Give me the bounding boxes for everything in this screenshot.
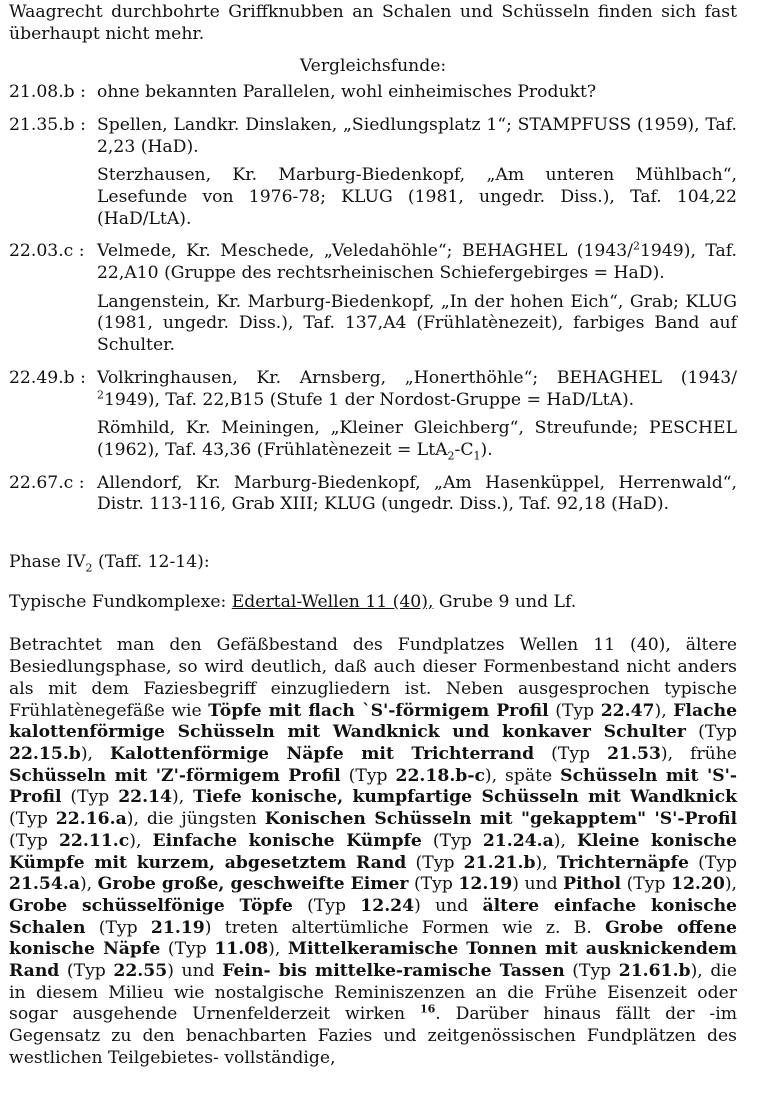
bold-term: 16 — [419, 1002, 436, 1016]
body-text-run: (Typ — [59, 961, 114, 982]
type-code: 22.67.c : — [9, 472, 85, 493]
bold-term: Flache kalottenförmige Schüsseln mit Wandknick und konkaver Schulter — [9, 700, 737, 743]
body-text-run: ), — [79, 874, 98, 895]
typische-fundkomplexe: Typische Fundkomplexe: Edertal-Wellen 11 (40), Grube 9 und Lf. — [9, 591, 577, 612]
bold-term: 21.19 — [150, 917, 205, 938]
bold-term: 22.14 — [118, 787, 173, 808]
body-text-run: (Typ — [340, 765, 396, 786]
comparison-entry — [9, 473, 737, 516]
body-text-run: ) treten altertümliche Formen wie z. B. — [204, 917, 606, 938]
body-text-run: (Typ — [9, 809, 56, 830]
body-text-run: ), — [535, 852, 557, 873]
entry-text: ohne bekannten Parallelen, wohl einheimisches Produkt? — [97, 82, 597, 103]
body-text-run: (Typ — [9, 830, 59, 851]
bold-term: Trichternäpfe — [556, 852, 689, 873]
type-code: 21.08.b : — [9, 82, 86, 103]
document-page — [9, 2, 737, 1070]
type-code: 22.03.c : — [9, 241, 85, 262]
bold-term: 22.18.b-c — [395, 765, 485, 786]
bold-term: 22.16.a — [55, 809, 127, 830]
bold-term: 12.24 — [360, 895, 415, 916]
bold-term: 22.15.b — [9, 743, 81, 764]
body-text-run: (Typ — [160, 939, 215, 960]
body-text-run: (Typ — [564, 961, 619, 982]
body-text-run: (Typ — [421, 830, 483, 851]
body-text-run: (Typ — [406, 852, 464, 873]
body-text-run: ), — [724, 874, 738, 895]
body-text-run: ), späte — [484, 765, 561, 786]
bold-term: Schüsseln mit 'Z'-förmigem Profil — [9, 765, 341, 786]
body-text-run: (Typ — [548, 700, 601, 721]
bold-term: Konischen Schüsseln mit "gekapptem" 'S'-Profil — [264, 809, 737, 830]
entry-text: Allendorf, Kr. Marburg-Biedenkopf, „Am Hasenküppel, Herrenwald“, Distr. 113-116, Grab XIII; KLUG (ungedr. Diss.), Taf. 92,18 (HaD). — [97, 472, 737, 515]
body-text-run: (Typ — [85, 917, 151, 938]
body-text-run: ), — [268, 939, 288, 960]
bold-term: Schüsseln mit 'S'-Profil — [9, 765, 738, 808]
entry-text: Langenstein, Kr. Marburg-Biedenkopf, „In der hohen Eich“, Grab; KLUG (1981, ungedr. Diss.), Taf. 137,A4 (Frühlatènezeit), farbiges Band auf Schulter. — [97, 291, 737, 356]
body-text-run: ) und — [167, 961, 223, 982]
body-text-run: ), — [654, 700, 674, 721]
comparison-entry — [9, 241, 737, 357]
body-text-run: ) und — [414, 895, 483, 916]
body-text-run: (Typ — [534, 743, 608, 764]
comparison-entry — [9, 368, 737, 462]
body-paragraph — [9, 635, 737, 1069]
body-text-run: ), frühe — [660, 743, 737, 764]
bold-term: Grobe schüsselfönige Töpfe — [9, 895, 293, 916]
bold-term: 21.53 — [607, 743, 661, 764]
comparison-entry — [9, 115, 737, 231]
body-text-run: . Darüber hinaus fällt der -im Gegensatz zu den benachbarten Fazies und zeitgenössischen Fundplätzen des westlichen Teilgebietes- vollständige, — [9, 1004, 737, 1068]
body-text-run: (Typ — [408, 874, 459, 895]
entry-text: Volkringhausen, Kr. Arnsberg, „Honerthöhle“; BEHAGHEL (1943/ $^2$1949), Taf. 22,B15 (Stufe 1 der Nordost-Gruppe = HaD/LtA). — [97, 367, 737, 410]
type-code: 21.35.b : — [9, 114, 86, 135]
bold-term: 12.20 — [671, 874, 725, 895]
bold-term: Kleine konische Kümpfe mit kurzem, abgesetztem Rand — [9, 830, 737, 873]
bold-term: ältere einfache konische Schalen — [9, 895, 737, 938]
bold-term: 12.19 — [458, 874, 513, 895]
body-text-run: ) und — [512, 874, 564, 895]
intro-paragraph: Waagrecht durchbohrte Griffknubben an Schalen und Schüsseln finden sich fast überhaupt nicht mehr. — [9, 2, 737, 44]
bold-term: 21.21.b — [463, 852, 536, 873]
entry-text: Spellen, Landkr. Dinslaken, „Siedlungsplatz 1“; STAMPFUSS (1959), Taf. 2,23 (HaD). — [97, 114, 737, 157]
bold-term: Töpfe mit flach `S'-förmigem Profil — [208, 700, 549, 721]
body-text-run: (Typ — [688, 852, 737, 873]
body-text-run: ), die in diesem Milieu wie nostalgische Reminiszenzen an die Frühe Eisenzeit oder sogar ausgehende Urnenfelderzeit wirken — [9, 961, 737, 1025]
bold-term: 21.54.a — [9, 874, 80, 895]
bold-term: 11.08 — [214, 939, 269, 960]
bold-term: Einfache konische Kümpfe — [152, 830, 422, 851]
vergleichsfunde-heading: Vergleichsfunde: — [299, 56, 447, 77]
body-text-run: (Typ — [621, 874, 672, 895]
entry-text: Velmede, Kr. Meschede, „Veledahöhle“; BEHAGHEL (1943/$^2$1949), Taf. 22,A10 (Gruppe des rechtsrheinischen Schiefergebirges = HaD). — [97, 239, 738, 284]
type-code: 22.49.b : — [9, 367, 86, 388]
body-text-run: ), — [172, 787, 194, 808]
comparison-entry — [9, 82, 737, 104]
body-text-run: ), die jüngsten — [126, 809, 265, 830]
bold-term: 21.61.b — [618, 961, 691, 982]
fundkomplex-link: Edertal-Wellen 11 (40), — [231, 591, 434, 612]
bold-term: Mittelkeramische Tonnen mit ausknickendem Rand — [9, 939, 737, 982]
entry-text: Römhild, Kr. Meiningen, „Kleiner Gleichberg“, Streufunde; PESCHEL (1962), Taf. 43,36 (Frühlatènezeit = $LtA_2-C_1$). — [97, 418, 737, 463]
bold-term: Grobe große, geschweifte Eimer — [97, 874, 409, 895]
bold-term: Tiefe konische, kumpfartige Schüsseln mit Wandknick — [193, 787, 737, 808]
bold-term: 22.55 — [113, 961, 168, 982]
entry-text: Sterzhausen, Kr. Marburg-Biedenkopf, „Am unteren Mühlbach“, Lesefunde von 1976-78; KLUG (1981, ungedr. Diss.), Taf. 104,22 (HaD/LtA). — [97, 165, 737, 229]
bold-term: Pithol — [563, 874, 622, 895]
bold-term: Kalottenförmige Näpfe mit Trichterrand — [110, 743, 535, 764]
body-text-run: ), — [129, 830, 153, 851]
bold-term: 21.24.a — [482, 830, 554, 851]
bold-term: Fein- bis mittelke-ramische Tassen — [222, 961, 565, 982]
bold-term: 22.11.c — [58, 830, 130, 851]
body-text-run: (Typ — [685, 722, 737, 743]
body-text-run: Betrachtet man den Gefäßbestand des Fundplatzes Wellen 11 (40), ältere Besiedlungsphase, so wird deutlich, daß auch dieser Formenbestand nicht anders als mit dem Faziesbegriff einzugliedern ist. Neben ausgesprochen typische Frühlatènegefäße wie — [9, 635, 737, 721]
bold-term: 22.47 — [600, 700, 655, 721]
body-text-run: (Typ — [292, 895, 361, 916]
phase-heading: Phase $IV_2$ (Taff. 12-14): — [9, 552, 210, 575]
body-text-run: ), — [80, 743, 111, 764]
body-text-run: ), — [553, 830, 578, 851]
bold-term: Grobe offene konische Näpfe — [9, 917, 737, 960]
body-text-run: (Typ — [61, 787, 119, 808]
